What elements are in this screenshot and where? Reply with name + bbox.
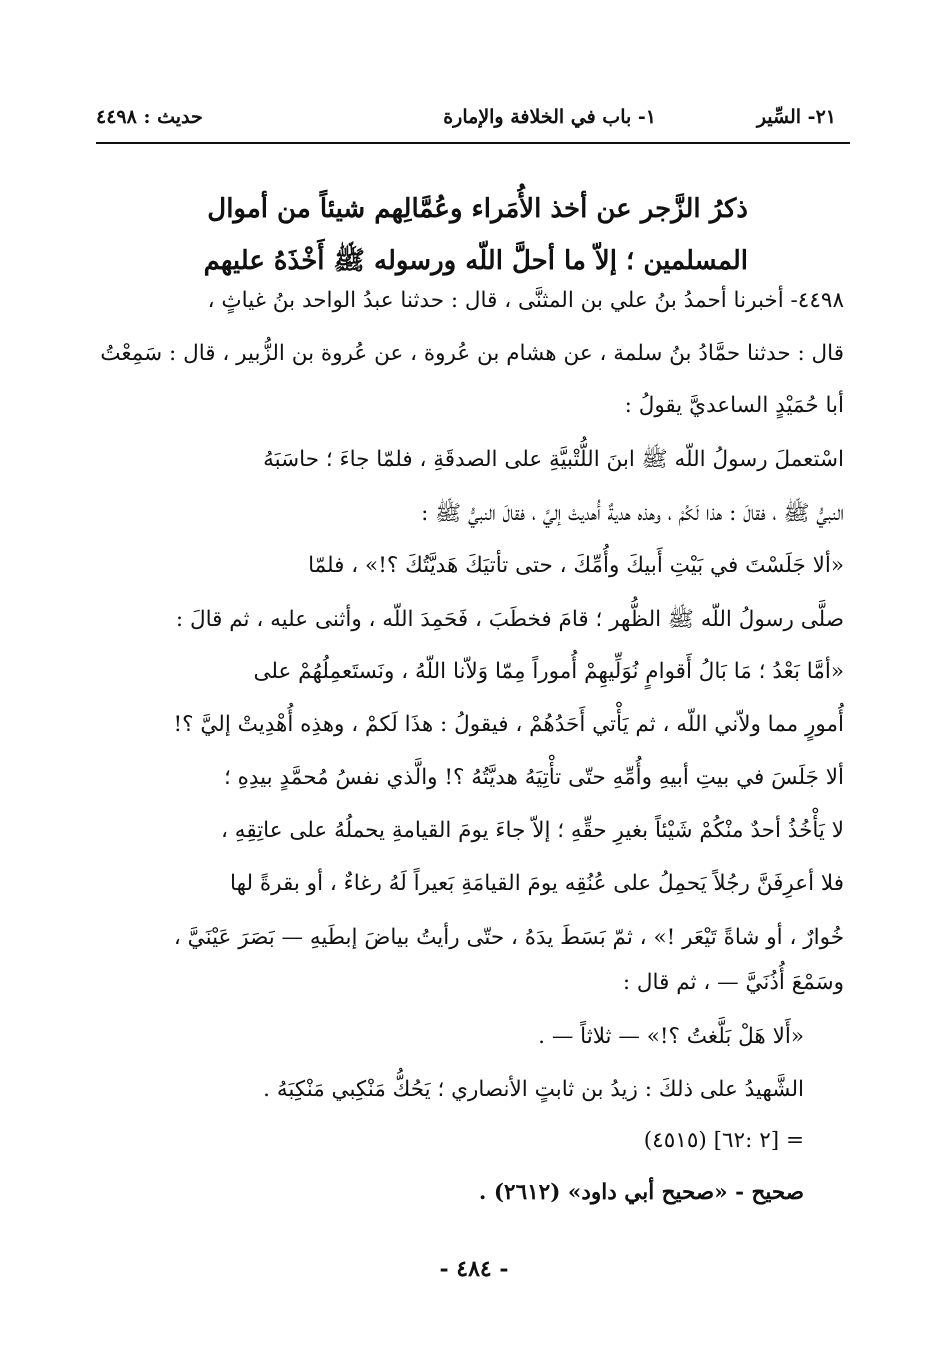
hadith-line: وسَمْعَ أُذُنَيَّ — ، ثم قال : [622, 970, 844, 995]
header-hadith-number: حديث : ٤٤٩٨ [96, 106, 203, 128]
chapter-heading-line: ذكرُ الزَّجر عن أخذ الأُمَراء وعُمَّالِهم شيئاً من أموال [207, 194, 748, 224]
hadith-line: خُوارٌ ، أو شاةً تَيْعَر !» ، ثمّ بَسَطَ يدَهُ ، حتّى رأيتُ بياضَ إبطَيهِ — بَصَرَ عَيْنَيَّ ، [173, 925, 844, 950]
hadith-line: «أَلا هَلْ بَلَّغتُ ؟!» — ثلاثاً — . [538, 1024, 804, 1049]
hadith-line: أُمورٍ مما ولاّني اللّه ، ثم يَأْتي أَحَدُهُمْ ، فيقولُ : هذَا لَكمْ ، وهذِه أُهْدِيتْ إليَّ ؟! [173, 712, 844, 737]
running-header [96, 102, 836, 138]
hadith-line: فلا أعرِفَنَّ رجُلاً يَحمِلُ على عُنُقِه يومَ القيامَةِ بَعيراً لَهُ رغاءٌ ، أو بقرةً لها [230, 871, 844, 896]
hadith-line: قال : حدثنا حمَّادُ بنُ سلمة ، عن هشام بن عُروة ، عن عُروة بن الزُّبير ، قال : سَمِعْتُ [100, 341, 844, 366]
page-number: - ٤٨٤ - [439, 1256, 509, 1282]
hadith-line: «أمَّا بَعْدُ ؛ مَا بَالُ أَقوامٍ نُوَلِّيهِمْ أُموراً مِمّا وَلاّنا اللّهُ ، ونَستَعمِلُهُمْ على [253, 659, 844, 684]
hadith-line: أبا حُمَيْدٍ الساعديَّ يقولُ : [624, 393, 844, 418]
header-divider [96, 142, 850, 144]
hadith-line: اسْتعملَ رسولُ اللّه ﷺ ابنَ اللُّتْبيَّةِ على الصدقَةِ ، فلمّا جاءَ ؛ حاسَبَهُ [263, 447, 844, 472]
hadith-line: النبيُّ ﷺ ، فقالَ : هذا لَكُمْ ، وهذه هديةٌ أُهديتْ إليَّ ، فقالَ النبيُّ ﷺ : [421, 501, 844, 526]
grading-line: صحيح - «صحيح أبي داود» (٢٦١٢) . [478, 1180, 804, 1205]
hadith-line: «ألا جَلَسْتَ في بَيْتِ أَبيكَ وأُمِّكَ ، حتى تأتيَكَ هَديَّتُكَ ؟!» ، فلمّا [308, 553, 844, 578]
hadith-line: ألا جَلَسَ في بيتِ أبيهِ وأُمِّهِ حتّى تأْتِيَهُ هديَّتُهُ ؟! والَّذي نفسُ مُحمَّدٍ بيدِهِ ؛ [223, 765, 844, 790]
hadith-line: لا يَأْخُذُ أحدٌ منْكُمْ شَيْئاً بغيرِ حقِّهِ ؛ إلاّ جاءَ يومَ القيامةِ يحملُهُ على عاتِقِهِ ، [221, 818, 844, 843]
takhrij-reference: = [٢ :٦٢] (٤٥١٥) [643, 1128, 804, 1153]
header-book-title: ٢١- السِّير [756, 106, 836, 128]
header-chapter-title: ١- باب في الخلافة والإمارة [443, 106, 656, 128]
chapter-heading-line: المسلمين ؛ إلاّ ما أحلَّ اللّه ورسوله ﷺ أَخْذَهُ عليهم [203, 246, 748, 276]
hadith-line: صلَّى رسولُ اللّه ﷺ الظُّهر ؛ قامَ فخطَبَ ، فَحَمِدَ اللّه ، وأثنى عليه ، ثم قالَ : [175, 607, 844, 632]
hadith-line: الشَّهيدُ على ذلكَ : زيدُ بن ثابتٍ الأنصاري ؛ يَحُكُّ مَنْكِبي مَنْكِبَهُ . [263, 1077, 804, 1102]
chapter-heading [200, 183, 748, 287]
hadith-line: ٤٤٩٨- أخبرنا أحمدُ بنُ علي بن المثنَّى ، قال : حدثنا عبدُ الواحد بنُ غياثٍ ، [207, 288, 844, 313]
